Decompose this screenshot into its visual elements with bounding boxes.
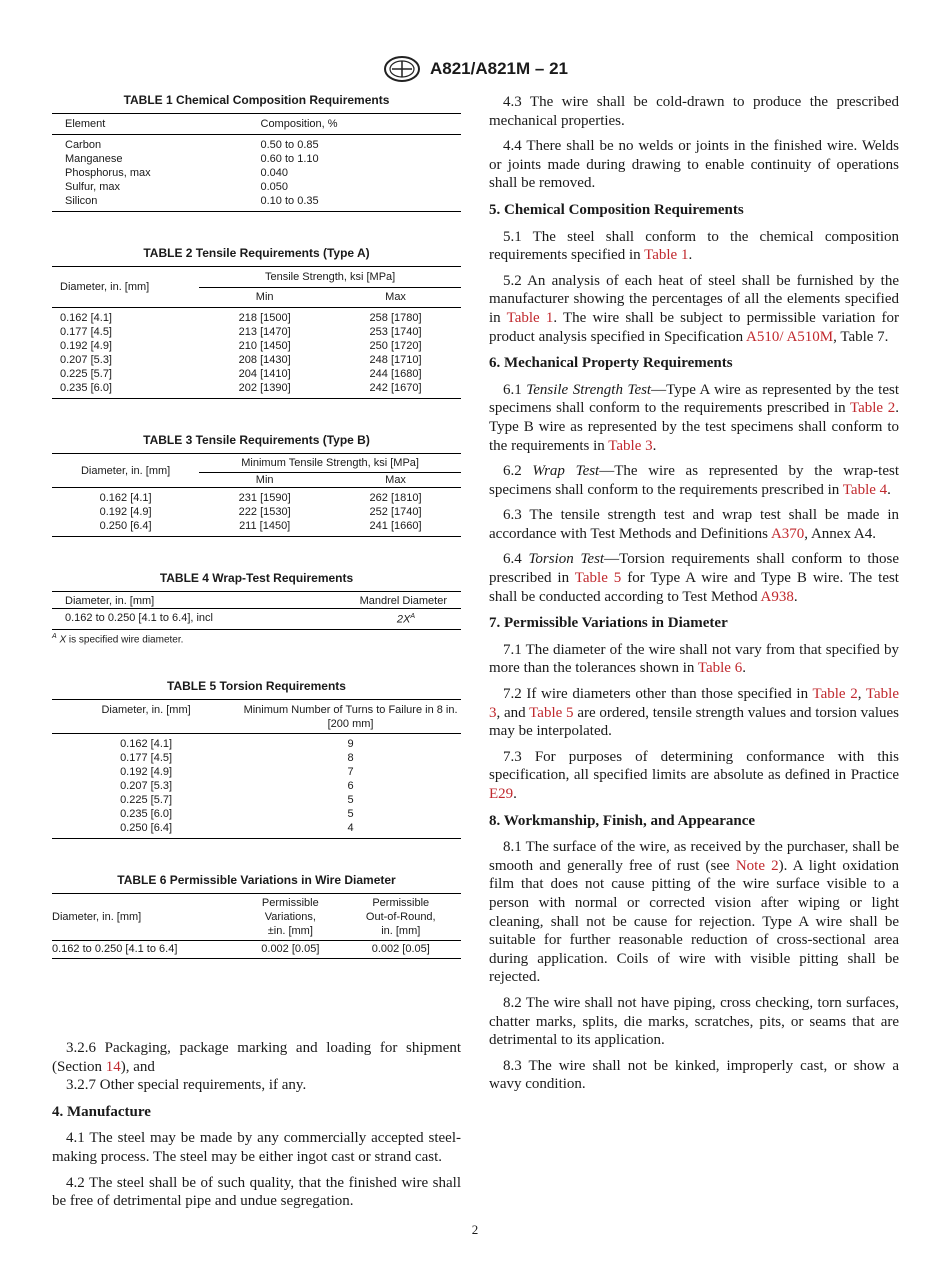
table-2-header-diameter: Diameter, in. [mm] bbox=[52, 267, 199, 308]
paragraph-4-2: 4.2 The steel shall be of such quality, that the finished wire shall be free of detrimental pipe and undue segregation. bbox=[52, 1174, 461, 1210]
table-2-link[interactable]: Table 2 bbox=[812, 686, 858, 703]
paragraph-8-3: 8.3 The wire shall not be kinked, improperly cast, or show a wavy condition. bbox=[489, 1057, 899, 1093]
table-row bbox=[52, 339, 461, 353]
table-2-header-max: Max bbox=[385, 291, 406, 303]
table-row bbox=[52, 940, 461, 958]
table-row bbox=[52, 821, 461, 839]
table-6 bbox=[52, 873, 461, 959]
table-2-cell-diameter: 0.225 [5.7] bbox=[60, 368, 112, 380]
table-2-cell-diameter: 0.235 [6.0] bbox=[60, 382, 112, 394]
table-1-cell-composition: 0.050 bbox=[260, 181, 289, 193]
table-2-cell-max: 248 [1710] bbox=[369, 354, 422, 366]
section-8-heading: 8. Workmanship, Finish, and Appearance bbox=[489, 812, 756, 829]
table-5 bbox=[52, 679, 461, 839]
table-1-cell-element: Carbon bbox=[65, 139, 102, 151]
table-1-cell-element: Manganese bbox=[65, 153, 123, 165]
table-1-header-composition: Composition, % bbox=[257, 114, 462, 135]
astm-logo-icon bbox=[382, 55, 422, 83]
table-1-link[interactable]: Table 1 bbox=[644, 247, 689, 264]
table-6-header-diameter: Diameter, in. [mm] bbox=[52, 893, 240, 940]
table-2 bbox=[52, 246, 461, 399]
table-4-cell-diameter: 0.162 to 0.250 [4.1 to 6.4], incl bbox=[65, 612, 213, 625]
table-2-cell-min: 210 [1450] bbox=[238, 340, 291, 352]
paragraph-6-1: 6.1 Tensile Strength Test—Type A wire as represented by the test specimens shall conform to the requirements prescribed in Table 2. Type B wire as represented by the test specimens shall conform to the requirements in Table 3. bbox=[489, 381, 899, 454]
table-row bbox=[52, 609, 461, 630]
table-row bbox=[52, 807, 461, 821]
table-3-cell-diameter: 0.162 [4.1] bbox=[99, 492, 152, 504]
table-4-link[interactable]: Table 4 bbox=[842, 481, 888, 498]
table-4-footnote: $^A$ X is specified wire diameter. bbox=[52, 632, 184, 645]
a370-link[interactable]: A370 bbox=[770, 525, 805, 542]
table-1-grid bbox=[52, 113, 461, 212]
table-3-grid bbox=[52, 453, 461, 537]
page-number: 2 bbox=[471, 1222, 479, 1237]
table-1-cell-composition: 0.040 bbox=[260, 167, 289, 179]
left-body-text bbox=[52, 1039, 461, 1211]
table-2-cell-diameter: 0.207 [5.3] bbox=[60, 354, 112, 366]
table-5-cell-diameter: 0.207 [5.3] bbox=[120, 779, 173, 792]
table-row bbox=[52, 353, 461, 367]
table-2-cell-diameter: 0.192 [4.9] bbox=[60, 340, 112, 352]
table-3-cell-max: 262 [1810] bbox=[369, 492, 422, 504]
table-2-cell-diameter: 0.177 [4.5] bbox=[60, 326, 112, 338]
table-3-cell-min: 231 [1590] bbox=[238, 492, 291, 504]
table-2-header-min: Min bbox=[255, 291, 274, 303]
table-4-cell-mandrel: $2X^A$ bbox=[396, 613, 415, 626]
table-2-cell-min: 213 [1470] bbox=[238, 326, 291, 338]
table-2-cell-max: 242 [1670] bbox=[369, 382, 422, 394]
table-4-caption: TABLE 4 Wrap-Test Requirements bbox=[159, 571, 354, 585]
table-2-cell-diameter: 0.162 [4.1] bbox=[60, 312, 112, 324]
table-2-cell-max: 253 [1740] bbox=[369, 326, 422, 338]
table-2-header-group: Tensile Strength, ksi [MPa] bbox=[199, 267, 461, 288]
table-5-cell-diameter: 0.250 [6.4] bbox=[120, 821, 173, 834]
table-5-cell-turns: 6 bbox=[347, 779, 354, 792]
table-2-cell-min: 218 [1500] bbox=[238, 312, 291, 324]
table-2-cell-min: 204 [1410] bbox=[238, 368, 291, 380]
table-5-cell-turns: 9 bbox=[347, 737, 354, 750]
table-row bbox=[52, 194, 461, 212]
table-2-cell-min: 208 [1430] bbox=[238, 354, 291, 366]
table-3-link[interactable]: Table 3 bbox=[608, 437, 653, 454]
paragraph-8-1: 8.1 The surface of the wire, as received by the purchaser, shall be smooth and generally free of rust (see Note 2). A light oxidation film that does not cause pitting of the wire surface visible to a person with normal or corrected vision after wiping or light cleaning, shall not be cause for rejection. Type A wire shall be suitable for further reasonable reduction of cross-sectional area during application. Coils of wire with visible pitting shall be rejected. bbox=[489, 839, 899, 986]
section-5-heading: 5. Chemical Composition Requirements bbox=[489, 201, 744, 218]
table-5-cell-diameter: 0.225 [5.7] bbox=[120, 793, 173, 806]
table-3-cell-diameter: 0.192 [4.9] bbox=[99, 506, 152, 518]
table-5-cell-diameter: 0.192 [4.9] bbox=[120, 765, 173, 778]
paragraph-4-4: 4.4 There shall be no welds or joints in the finished wire. Welds or joints made during drawing to enable continuity of operations shall be removed. bbox=[489, 138, 899, 192]
table-1-cell-composition: 0.50 to 0.85 bbox=[260, 139, 319, 151]
table-5-cell-diameter: 0.235 [6.0] bbox=[120, 807, 173, 820]
table-1-header-element: Element bbox=[52, 114, 257, 135]
table-4 bbox=[52, 571, 461, 645]
table-row bbox=[52, 779, 461, 793]
a938-link[interactable]: A938 bbox=[760, 588, 794, 605]
table-5-link[interactable]: Table 5 bbox=[574, 570, 622, 587]
table-5-cell-turns: 4 bbox=[347, 821, 354, 834]
section-6-heading: 6. Mechanical Property Requirements bbox=[489, 355, 733, 372]
table-3 bbox=[52, 433, 461, 537]
table-3-cell-max: 252 [1740] bbox=[369, 506, 422, 518]
paragraph-4-1: 4.1 The steel may be made by any commercially accepted steel-making process. The steel may be either ingot cast or strand cast. bbox=[52, 1130, 461, 1165]
table-6-header-out-of-round: Permissible Out-of-Round, in. [mm] bbox=[341, 893, 461, 940]
table-1-link[interactable]: Table 1 bbox=[506, 309, 554, 326]
paragraph-6-4: 6.4 Torsion Test—Torsion requirements shall conform to those prescribed in Table 5 for Type A wire and Type B wire. The test shall be conducted according to Test Method A938. bbox=[489, 551, 899, 605]
table-row bbox=[52, 505, 461, 519]
table-5-caption: TABLE 5 Torsion Requirements bbox=[167, 678, 346, 693]
table-3-caption: TABLE 3 Tensile Requirements (Type B) bbox=[143, 433, 370, 447]
page-header bbox=[0, 55, 950, 83]
table-3-cell-max: 241 [1660] bbox=[369, 520, 422, 532]
table-row bbox=[52, 733, 461, 751]
paragraph-6-2: 6.2 Wrap Test—The wire as represented by the wrap-test specimens shall conform to the requirements prescribed in Table 4. bbox=[489, 463, 899, 498]
table-row bbox=[52, 793, 461, 807]
table-6-header-variations: Permissible Variations, ±in. [mm] bbox=[240, 893, 340, 940]
table-row bbox=[52, 381, 461, 399]
table-3-cell-min: 211 [1450] bbox=[239, 520, 291, 532]
left-column bbox=[52, 93, 461, 1218]
table-2-cell-min: 202 [1390] bbox=[238, 382, 291, 394]
table-1-cell-element: Sulfur, max bbox=[65, 181, 121, 193]
table-5-link[interactable]: Table 5 bbox=[529, 704, 574, 721]
paragraph-7-1: 7.1 The diameter of the wire shall not vary from that specified by more than the tolerances shown in Table 6. bbox=[489, 641, 899, 677]
table-3-cell-diameter: 0.250 [6.4] bbox=[99, 520, 152, 532]
table-1-cell-element: Phosphorus, max bbox=[65, 167, 151, 179]
table-6-link[interactable]: Table 6 bbox=[697, 660, 743, 677]
table-4-grid bbox=[52, 591, 461, 630]
table-2-link[interactable]: Table 2 bbox=[849, 400, 896, 417]
table-6-cell-variations: 0.002 [0.05] bbox=[261, 942, 320, 955]
section-7-heading: 7. Permissible Variations in Diameter bbox=[489, 615, 728, 632]
table-5-cell-diameter: 0.177 [4.5] bbox=[120, 751, 173, 764]
table-row bbox=[52, 180, 461, 194]
table-4-header-diameter: Diameter, in. [mm] bbox=[52, 592, 307, 609]
table-3-header-min: Min bbox=[255, 474, 274, 486]
table-1-cell-composition: 0.10 to 0.35 bbox=[260, 195, 319, 207]
table-5-header-turns: Minimum Number of Turns to Failure in 8 in. [200 mm] bbox=[240, 699, 461, 733]
table-6-cell-out-of-round: 0.002 [0.05] bbox=[371, 942, 430, 955]
table-2-cell-max: 258 [1780] bbox=[369, 312, 422, 324]
table-row bbox=[52, 751, 461, 765]
table-5-cell-turns: 7 bbox=[347, 765, 354, 778]
table-2-caption: TABLE 2 Tensile Requirements (Type A) bbox=[143, 246, 370, 260]
table-row bbox=[52, 325, 461, 339]
table-1-caption: TABLE 1 Chemical Composition Requirements bbox=[123, 93, 390, 107]
table-6-caption: TABLE 6 Permissible Variations in Wire Diameter bbox=[117, 872, 396, 887]
table-row bbox=[52, 765, 461, 779]
table-5-cell-turns: 5 bbox=[347, 793, 354, 806]
paragraph-3-2-7: 3.2.7 Other special requirements, if any. bbox=[66, 1077, 307, 1094]
table-1-cell-composition: 0.60 to 1.10 bbox=[260, 153, 319, 165]
table-2-grid bbox=[52, 266, 461, 399]
a510-link[interactable]: A510/ A510M bbox=[746, 328, 834, 345]
section-4-heading: 4. Manufacture bbox=[52, 1103, 151, 1120]
e29-link[interactable]: E29 bbox=[489, 786, 514, 802]
table-3-cell-min: 222 [1530] bbox=[238, 506, 291, 518]
table-row bbox=[52, 308, 461, 326]
paragraph-6-3: 6.3 The tensile strength test and wrap test shall be made in accordance with Test Methods and Definitions A370, Annex A4. bbox=[489, 507, 899, 542]
table-1 bbox=[52, 93, 461, 212]
table-5-cell-turns: 8 bbox=[347, 751, 354, 764]
table-1-cell-element: Silicon bbox=[65, 195, 98, 207]
table-3-header-group: Minimum Tensile Strength, ksi [MPa] bbox=[199, 454, 461, 473]
table-2-cell-max: 250 [1720] bbox=[369, 340, 422, 352]
section-14-link[interactable]: 14 bbox=[105, 1058, 121, 1075]
paragraph-3-2-6: 3.2.6 Packaging, package marking and loading for shipment (Section 14), and bbox=[52, 1039, 461, 1075]
table-row bbox=[52, 135, 461, 153]
right-column bbox=[489, 93, 899, 1101]
table-row bbox=[52, 367, 461, 381]
table-3-header-max: Max bbox=[385, 474, 406, 486]
paragraph-5-2: 5.2 An analysis of each heat of steel shall be furnished by the manufacturer showing the percentages of all the elements specified in Table 1. The wire shall be subject to permissible variation for product analysis specified in Specification A510/ A510M, Table 7. bbox=[489, 272, 899, 345]
table-5-grid bbox=[52, 699, 461, 839]
table-row bbox=[52, 152, 461, 166]
table-6-grid bbox=[52, 893, 461, 959]
table-5-cell-diameter: 0.162 [4.1] bbox=[120, 737, 173, 750]
paragraph-4-3: 4.3 The wire shall be cold-drawn to produce the prescribed mechanical properties. bbox=[489, 94, 899, 129]
table-4-header-mandrel: Mandrel Diameter bbox=[307, 592, 461, 609]
table-2-cell-max: 244 [1680] bbox=[369, 368, 422, 380]
table-row bbox=[52, 488, 461, 506]
note-2-link[interactable]: Note 2 bbox=[735, 857, 779, 874]
paragraph-5-1: 5.1 The steel shall conform to the chemical composition requirements specified in Table 1. bbox=[489, 228, 899, 264]
table-6-cell-diameter: 0.162 to 0.250 [4.1 to 6.4] bbox=[52, 942, 178, 955]
table-5-cell-turns: 5 bbox=[347, 807, 354, 820]
table-row bbox=[52, 166, 461, 180]
table-3-link[interactable]: Table 3 bbox=[489, 686, 899, 721]
table-5-header-diameter: Diameter, in. [mm] bbox=[52, 699, 240, 733]
standard-designation: A821/A821M – 21 bbox=[430, 59, 568, 78]
paragraph-8-2: 8.2 The wire shall not have piping, cross checking, torn surfaces, chatter marks, splits, die marks, scratches, pits, or seams that are detrimental to its application. bbox=[489, 994, 899, 1049]
table-row bbox=[52, 519, 461, 537]
table-3-header-diameter: Diameter, in. [mm] bbox=[52, 454, 199, 488]
paragraph-7-2: 7.2 If wire diameters other than those specified in Table 2, Table 3, and Table 5 are ordered, tensile strength values and torsion values may be interpolated. bbox=[489, 686, 899, 740]
paragraph-7-3: 7.3 For purposes of determining conformance with this specification, all specified limits are absolute as defined in Practice E29. bbox=[489, 748, 899, 802]
